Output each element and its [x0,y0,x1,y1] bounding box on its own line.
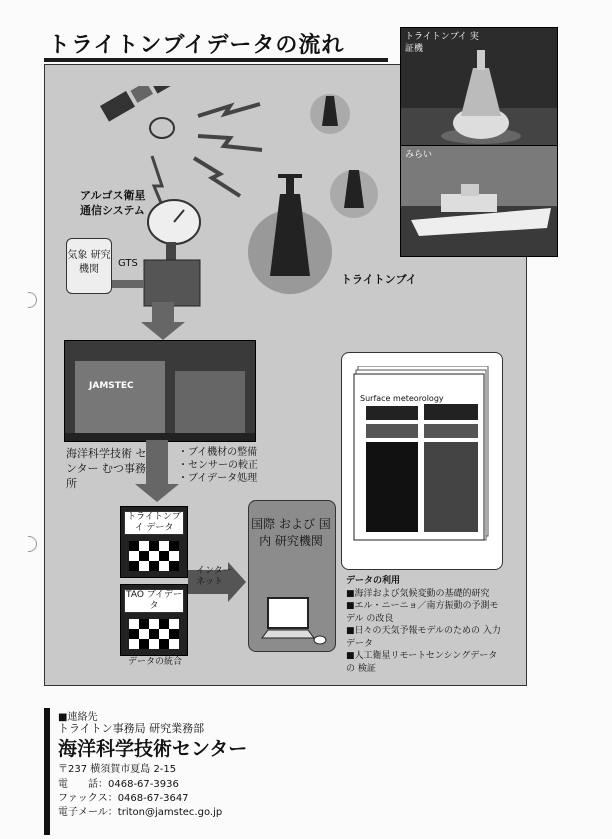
contact-bar [44,708,50,835]
usage-item: ■日々の天気予報モデルのための 入力データ [346,626,501,649]
contact-department: トライトン事務局 研究業務部 [58,722,205,735]
chart-bar-sr [366,406,418,420]
surface-meteorology-chart [352,366,492,544]
contact-email[interactable]: 電子メール：triton@jamstec.go.jp [58,807,223,818]
chart-bar-sr-2 [424,404,478,420]
gts-arrow [112,280,144,288]
punch-mark [28,292,37,308]
contact-organization: 海洋科学技術センター [58,738,248,760]
tao-data-card [120,584,188,656]
chart-area-t [366,442,418,532]
chart-bar-wind [366,424,418,438]
computer-icon [258,596,328,646]
chart-bar-wind-2 [424,424,478,438]
ship-photo [400,145,558,257]
usage-item: ■エル・ニーニョ／南方振動の予測モデル の改良 [346,601,499,624]
buoy-photo-label: トライトンブイ 実証機 [405,32,479,54]
contact-fax: ファックス：0468-67-3647 [58,793,189,804]
title-underline [44,58,388,62]
triton-data-label: トライトンブイ データ [124,511,184,535]
arrow-to-cards-shaft [146,440,168,486]
ship-photo-image [401,146,557,256]
satellite-dish-icon [140,192,210,312]
gts-label: GTS [118,258,138,269]
internet-label: インター ネット [196,566,232,587]
weather-agency-label: 気象 研究機関 [67,250,111,275]
chart-title: Surface meteorology [360,394,444,403]
data-usage [346,575,506,675]
task-item: ・ブイ機材の整備 [178,447,258,458]
task-item: ・センサーの較正 [178,460,258,471]
punch-mark [28,536,37,552]
triton-data-pattern [129,541,179,571]
weather-agency-box [66,238,112,294]
contact-phone: 電 話：0468-67-3936 [58,779,179,790]
arrow-to-cards-head [135,484,179,502]
buoy-illustrations [248,84,388,304]
buoy-photo [400,27,558,147]
tao-data-label: TAO ブイデータ [124,589,184,613]
usage-item: ■海洋および気候変動の基礎的研究 [346,588,490,599]
chart-area-ss [424,442,478,532]
research-institutes-label: 国際 および 国内 研究機関 [251,517,331,548]
satellite-system-label: アルゴス衛星 通信システム [80,189,146,217]
arrow-to-center-shaft [152,302,174,324]
building-sign: JAMSTEC [89,381,134,391]
data-integration-label: データの統合 [128,657,183,667]
jamstec-building [64,340,256,442]
tao-data-pattern [129,619,179,649]
page-title: トライトンブイデータの流れ [48,33,345,58]
task-item: ・ブイデータ処理 [178,473,258,484]
triton-buoy-label: トライトンブイ [341,273,417,286]
contact-heading: ■連絡先 [58,712,98,723]
triton-data-card [120,506,188,578]
usage-heading: データの利用 [346,576,401,586]
usage-item: ■人工衛星リモートセンシングデータの 検証 [346,651,498,674]
center-name: 海洋科学技術 センター むつ事務所 [66,447,147,490]
building-image [65,341,255,441]
arrow-to-center-head [141,322,185,340]
center-tasks [178,446,258,485]
contact-address: 〒237 横須賀市夏島 2-15 [58,764,177,775]
ship-photo-label: みらい [405,150,433,160]
